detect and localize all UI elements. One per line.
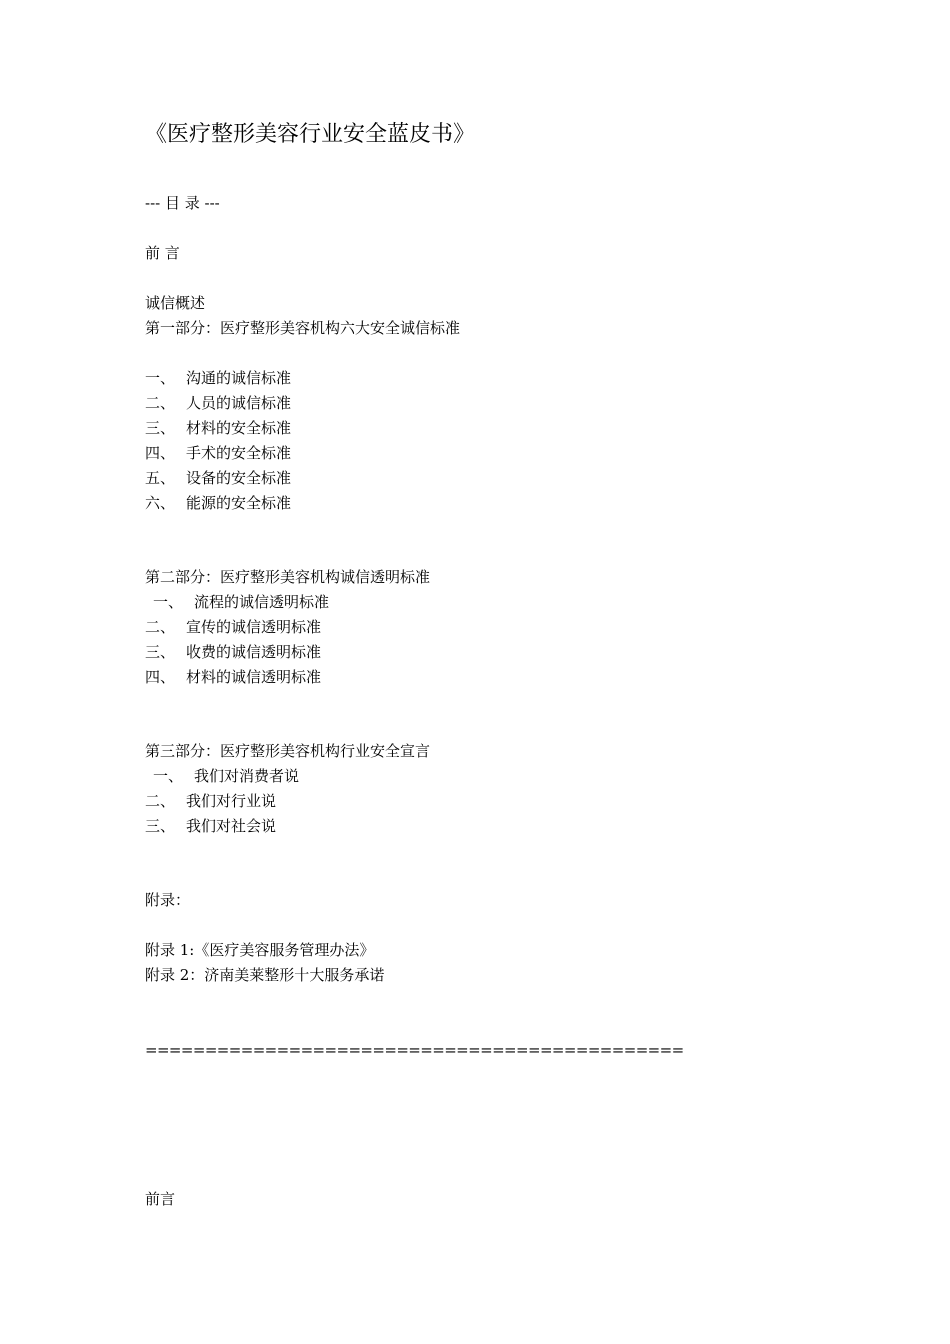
- item-number: 四、: [145, 444, 176, 462]
- list-item: [145, 667, 321, 687]
- item-number: 二、: [145, 618, 176, 636]
- item-text: 我们对行业说: [186, 792, 277, 810]
- list-item: [145, 791, 276, 811]
- item-text: 我们对社会说: [186, 817, 277, 835]
- item-text: 人员的诚信标准: [186, 394, 292, 412]
- preface-section-title: 前言: [145, 1190, 176, 1208]
- item-text: 材料的安全标准: [186, 419, 292, 437]
- item-number: 三、: [145, 817, 176, 835]
- list-item: [145, 443, 291, 463]
- list-item: [145, 418, 291, 438]
- list-item: [145, 493, 291, 513]
- item-text: 材料的诚信透明标准: [186, 668, 322, 686]
- list-item: [145, 393, 291, 413]
- item-text: 收费的诚信透明标准: [186, 643, 322, 661]
- item-number: 六、: [145, 494, 176, 512]
- appendix-item: 附录 1:《医疗美容服务管理办法》: [145, 941, 375, 959]
- list-item: [153, 592, 329, 612]
- item-number: 二、: [145, 394, 176, 412]
- item-number: 四、: [145, 668, 176, 686]
- item-number: 一、: [153, 767, 184, 785]
- part2-heading: 第二部分：医疗整形美容机构诚信透明标准: [145, 568, 431, 586]
- item-text: 手术的安全标准: [186, 444, 292, 462]
- appendix-heading: 附录：: [145, 891, 191, 909]
- item-text: 沟通的诚信标准: [186, 369, 292, 387]
- list-item: [145, 816, 276, 836]
- item-number: 二、: [145, 792, 176, 810]
- appendix-item: 附录 2：济南美莱整形十大服务承诺: [145, 966, 385, 984]
- item-number: 三、: [145, 419, 176, 437]
- item-number: 三、: [145, 643, 176, 661]
- list-item: [145, 468, 291, 488]
- toc-preface: 前 言: [145, 244, 180, 262]
- item-text: 能源的安全标准: [186, 494, 292, 512]
- item-number: 五、: [145, 469, 176, 487]
- toc-heading: --- 目 录 ---: [145, 194, 220, 212]
- list-item: [145, 642, 321, 662]
- part3-heading: 第三部分：医疗整形美容机构行业安全宣言: [145, 742, 431, 760]
- list-item: [145, 368, 291, 388]
- item-text: 宣传的诚信透明标准: [186, 618, 322, 636]
- item-number: 一、: [153, 593, 184, 611]
- document-title: 《医疗整形美容行业安全蓝皮书》: [145, 122, 476, 147]
- item-text: 设备的安全标准: [186, 469, 292, 487]
- part1-heading: 第一部分：医疗整形美容机构六大安全诚信标准: [145, 319, 461, 337]
- item-text: 流程的诚信透明标准: [194, 593, 330, 611]
- list-item: [145, 617, 321, 637]
- list-item: [153, 766, 299, 786]
- separator-line: =============================================: [145, 1041, 684, 1059]
- item-text: 我们对消费者说: [194, 767, 300, 785]
- toc-integrity-overview: 诚信概述: [145, 294, 206, 312]
- item-number: 一、: [145, 369, 176, 387]
